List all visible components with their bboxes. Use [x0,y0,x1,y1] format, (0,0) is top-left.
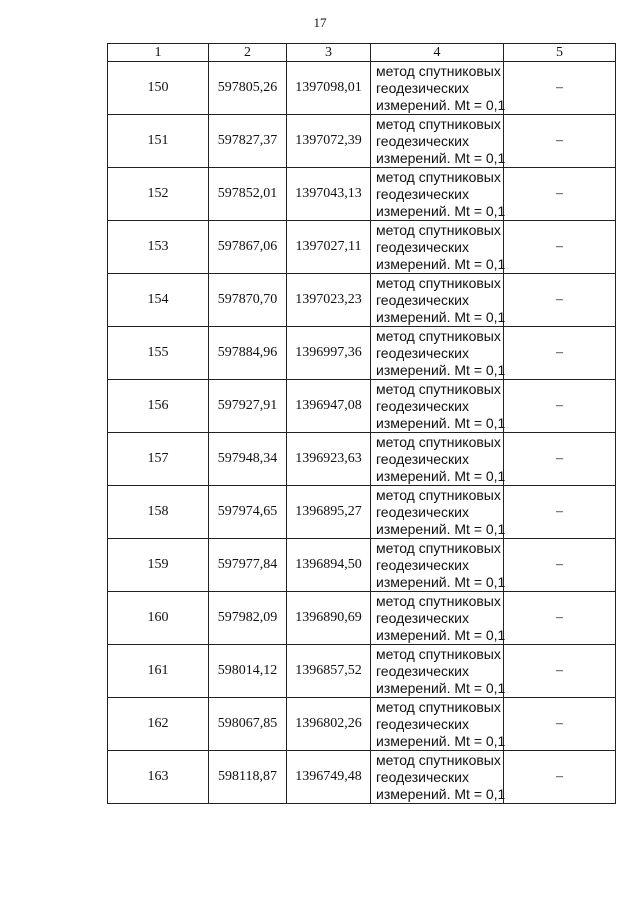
method-line: измерений. Mt = 0,1 [376,679,506,696]
point-number-cell: 162 [108,698,209,751]
method-line: метод спутниковых [376,751,501,768]
method-line: геодезических [376,609,469,626]
method-line: метод спутниковых [376,168,501,185]
note-cell: – [504,539,616,592]
method-line: геодезических [376,185,469,202]
method-line: геодезических [376,715,469,732]
method-line: измерений. Mt = 0,1 [376,149,506,166]
note-cell: – [504,115,616,168]
point-number-cell: 157 [108,433,209,486]
method-line: геодезических [376,291,469,308]
y-coordinate-cell: 1396947,08 [287,380,371,433]
method-line: геодезических [376,556,469,573]
method-line: геодезических [376,768,469,785]
method-cell [371,380,504,433]
method-line: метод спутниковых [376,486,501,503]
method-line: геодезических [376,450,469,467]
note-cell: – [504,645,616,698]
method-line: измерений. Mt = 0,1 [376,308,506,325]
method-line: геодезических [376,132,469,149]
y-coordinate-cell: 1397072,39 [287,115,371,168]
page-number: 17 [313,15,327,30]
y-coordinate-cell: 1397023,23 [287,274,371,327]
method-line: измерений. Mt = 0,1 [376,785,506,802]
x-coordinate-cell: 597884,96 [209,327,287,380]
method-line: измерений. Mt = 0,1 [376,573,506,590]
method-cell [371,539,504,592]
x-coordinate-cell: 597927,91 [209,380,287,433]
x-coordinate-cell: 597827,37 [209,115,287,168]
table-row [108,751,616,804]
method-cell [371,168,504,221]
y-coordinate-cell: 1396802,26 [287,698,371,751]
method-cell [371,433,504,486]
note-cell: – [504,380,616,433]
table-row [108,592,616,645]
point-number-cell: 155 [108,327,209,380]
point-number-cell: 163 [108,751,209,804]
note-cell: – [504,433,616,486]
method-line: геодезических [376,397,469,414]
table-row [108,221,616,274]
table-row [108,168,616,221]
note-cell: – [504,486,616,539]
column-header: 2 [209,44,287,62]
x-coordinate-cell: 597867,06 [209,221,287,274]
method-line: измерений. Mt = 0,1 [376,626,506,643]
method-line: метод спутниковых [376,380,501,397]
method-cell [371,751,504,804]
method-line: геодезических [376,79,469,96]
x-coordinate-cell: 597870,70 [209,274,287,327]
method-line: метод спутниковых [376,539,501,556]
table-row [108,486,616,539]
table-header-row [108,44,616,62]
note-cell: – [504,698,616,751]
x-coordinate-cell: 598118,87 [209,751,287,804]
note-cell: – [504,751,616,804]
x-coordinate-cell: 597852,01 [209,168,287,221]
point-number-cell: 158 [108,486,209,539]
method-line: метод спутниковых [376,592,501,609]
point-number-cell: 151 [108,115,209,168]
point-number-cell: 156 [108,380,209,433]
y-coordinate-cell: 1397043,13 [287,168,371,221]
method-cell [371,221,504,274]
method-line: измерений. Mt = 0,1 [376,361,506,378]
method-line: метод спутниковых [376,115,501,132]
method-cell [371,486,504,539]
note-cell: – [504,592,616,645]
x-coordinate-cell: 598014,12 [209,645,287,698]
method-cell [371,62,504,115]
point-number-cell: 153 [108,221,209,274]
method-cell [371,274,504,327]
coordinates-table [107,43,616,804]
method-line: измерений. Mt = 0,1 [376,414,506,431]
method-cell [371,592,504,645]
table-row [108,327,616,380]
method-cell [371,115,504,168]
column-header: 3 [287,44,371,62]
method-line: метод спутниковых [376,645,501,662]
method-line: измерений. Mt = 0,1 [376,467,506,484]
table-row [108,433,616,486]
method-line: метод спутниковых [376,327,501,344]
y-coordinate-cell: 1396923,63 [287,433,371,486]
column-header: 5 [504,44,616,62]
point-number-cell: 161 [108,645,209,698]
method-line: измерений. Mt = 0,1 [376,732,506,749]
y-coordinate-cell: 1397027,11 [287,221,371,274]
method-line: метод спутниковых [376,274,501,291]
table-body [108,62,616,804]
method-line: метод спутниковых [376,62,501,79]
method-cell [371,698,504,751]
x-coordinate-cell: 597805,26 [209,62,287,115]
y-coordinate-cell: 1396895,27 [287,486,371,539]
y-coordinate-cell: 1396857,52 [287,645,371,698]
x-coordinate-cell: 597977,84 [209,539,287,592]
point-number-cell: 160 [108,592,209,645]
method-line: измерений. Mt = 0,1 [376,255,506,272]
point-number-cell: 152 [108,168,209,221]
point-number-cell: 154 [108,274,209,327]
note-cell: – [504,327,616,380]
method-line: геодезических [376,503,469,520]
table-row [108,380,616,433]
x-coordinate-cell: 597974,65 [209,486,287,539]
point-number-cell: 159 [108,539,209,592]
method-line: метод спутниковых [376,221,501,238]
table-row [108,115,616,168]
table-row [108,645,616,698]
y-coordinate-cell: 1397098,01 [287,62,371,115]
method-cell [371,645,504,698]
note-cell: – [504,221,616,274]
table-row [108,698,616,751]
x-coordinate-cell: 597948,34 [209,433,287,486]
method-cell [371,327,504,380]
method-line: геодезических [376,344,469,361]
y-coordinate-cell: 1396749,48 [287,751,371,804]
point-number-cell: 150 [108,62,209,115]
x-coordinate-cell: 598067,85 [209,698,287,751]
y-coordinate-cell: 1396890,69 [287,592,371,645]
method-line: геодезических [376,662,469,679]
method-line: измерений. Mt = 0,1 [376,96,506,113]
note-cell: – [504,274,616,327]
y-coordinate-cell: 1396894,50 [287,539,371,592]
method-line: измерений. Mt = 0,1 [376,520,506,537]
y-coordinate-cell: 1396997,36 [287,327,371,380]
method-line: измерений. Mt = 0,1 [376,202,506,219]
table-row [108,539,616,592]
column-header: 1 [108,44,209,62]
table-row [108,274,616,327]
method-line: метод спутниковых [376,433,501,450]
table-row [108,62,616,115]
note-cell: – [504,62,616,115]
x-coordinate-cell: 597982,09 [209,592,287,645]
method-line: метод спутниковых [376,698,501,715]
method-line: геодезических [376,238,469,255]
column-header: 4 [371,44,504,62]
note-cell: – [504,168,616,221]
